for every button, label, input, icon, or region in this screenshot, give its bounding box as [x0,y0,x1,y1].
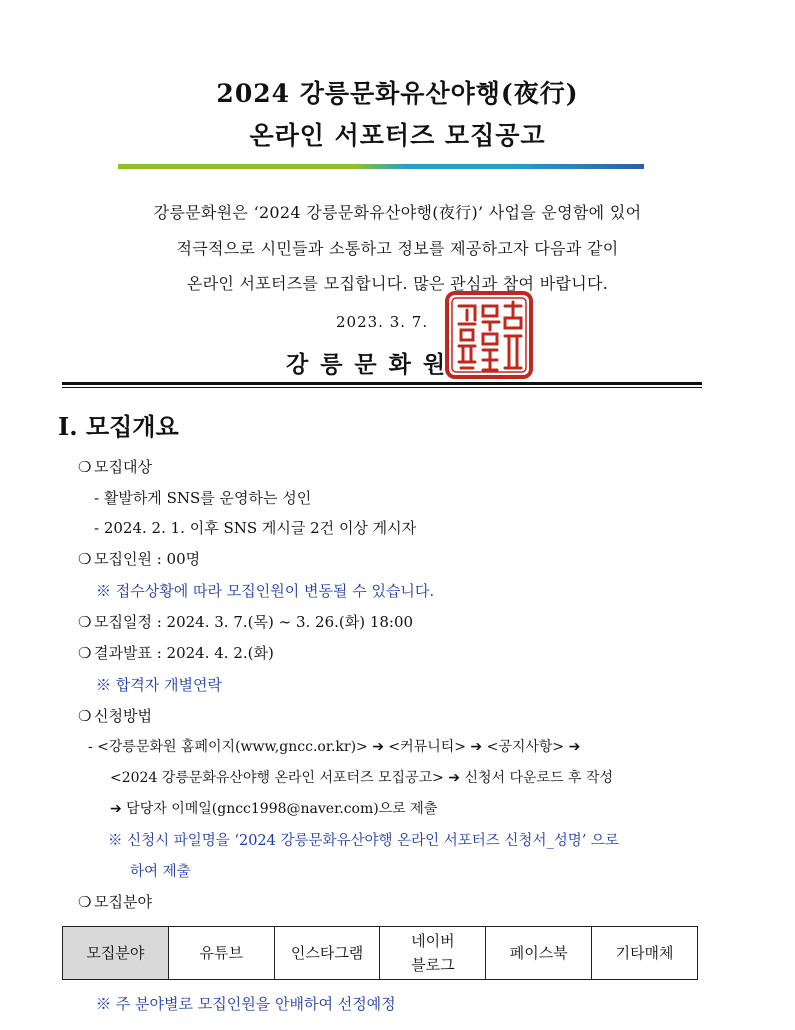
intro-line-1: 강릉문화원은 ‘2024 강릉문화유산야행(夜行)’ 사업을 운영함에 있어 [153,203,642,222]
target-detail-1: - 활발하게 SNS를 운영하는 성인 [94,489,312,507]
count-note: ※ 접수상황에 따라 모집인원이 변동될 수 있습니다. [96,582,435,600]
section-heading: I. 모집개요 [58,412,179,441]
field-table [62,926,698,980]
item-count: ❍ 모집인원 : 00명 [78,550,201,568]
issue-date: 2023. 3. 7. [336,313,429,331]
field-note: ※ 주 분야별로 모집인원을 안배하여 선정예정 [96,995,396,1013]
apply-step-3: ➔ 담당자 이메일(gncc1998@naver.com)으로 제출 [110,801,438,817]
table-cell: 유튜브 [168,927,274,980]
item-result: ❍ 결과발표 : 2024. 4. 2.(화) [78,644,274,662]
title-line-1: 2024 강릉문화유산야행(夜行) [216,79,579,108]
item-field: ❍ 모집분야 [78,893,152,911]
bullet-icon: ❍ [78,613,92,631]
target-detail-2: - 2024. 2. 1. 이후 SNS 게시글 2건 이상 게시자 [94,519,417,537]
apply-step-1: - <강릉문화원 홈페이지(www,gncc.or.kr)> ➔ <커뮤니티> ➔ <공지사항> ➔ [88,739,581,755]
table-cell: 인스타그램 [274,927,380,980]
table-cell: 네이버 블로그 [380,927,486,980]
intro-line-3: 온라인 서포터즈를 모집합니다. 많은 관심과 참여 바랍니다. [186,274,609,293]
bullet-icon: ❍ [78,707,92,725]
bullet-icon: ❍ [78,644,92,662]
table-cell: 기타매체 [592,927,698,980]
bullet-icon: ❍ [78,458,92,476]
apply-note-2: 하여 제출 [130,864,191,880]
header-rule-thick [62,382,702,385]
item-schedule: ❍ 모집일정 : 2024. 3. 7.(목) ~ 3. 26.(화) 18:00 [78,613,414,631]
intro-line-2: 적극적으로 시민들과 소통하고 정보를 제공하고자 다음과 같이 [176,239,619,258]
item-apply: ❍ 신청방법 [78,707,152,725]
table-header-cell: 모집분야 [63,927,169,980]
apply-note-1: ※ 신청시 파일명을 ‘2024 강릉문화유산야행 온라인 서포터즈 신청서_성명’ 으로 [108,833,619,849]
bullet-icon: ❍ [78,550,92,568]
table-row [63,927,698,980]
official-seal-stamp [443,290,535,380]
header-rule-thin [62,387,702,388]
title-divider [118,164,644,169]
item-target: ❍ 모집대상 [78,458,152,476]
table-cell: 페이스북 [486,927,592,980]
apply-step-2: <2024 강릉문화유산야행 온라인 서포터즈 모집공고> ➔ 신청서 다운로드 후 작성 [110,770,614,786]
issuer-name: 강릉문화원 [286,351,458,378]
title-line-2: 온라인 서포터즈 모집공고 [249,121,546,150]
result-note: ※ 합격자 개별연락 [96,676,222,694]
bullet-icon: ❍ [78,893,92,911]
